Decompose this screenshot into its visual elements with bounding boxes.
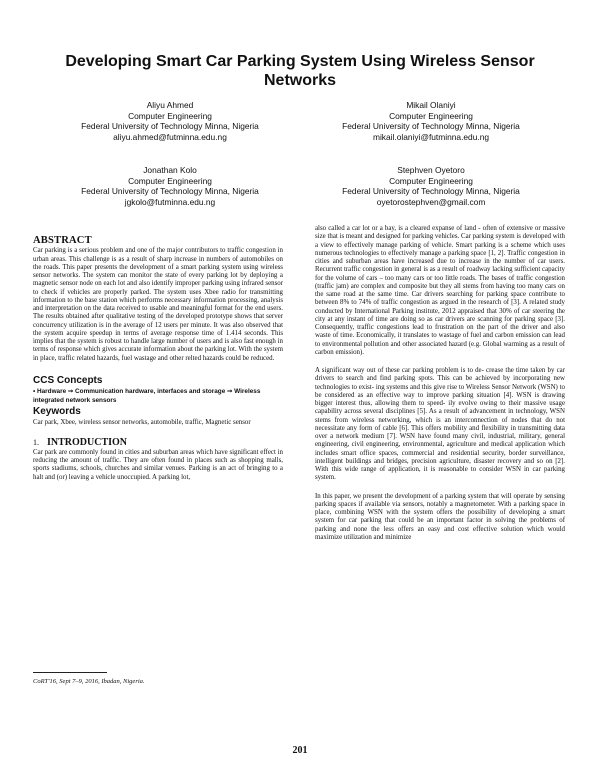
- left-column: [33, 237, 283, 482]
- author-block: [301, 100, 561, 142]
- author-name: Stephven Oyetoro: [397, 165, 465, 175]
- author-institution: Federal University of Technology Minna, Nigeria: [81, 121, 259, 132]
- author-block: [301, 165, 561, 207]
- author-name: Aliyu Ahmed: [146, 100, 194, 110]
- author-dept: Computer Engineering: [128, 110, 212, 121]
- author-email: mikail.olaniyi@futminna.edu.ng: [372, 131, 490, 142]
- author-institution: Federal University of Technology Minna, Nigeria: [342, 186, 520, 197]
- body-paragraph: also called a car lot or a bay, is a cleared expanse of land - often of extensive or massive size that is meant and designed for parking vehicles. Car parking system is developed with a view to effectively manage parking of vehicle. Smart parking is a scheme which uses numerous technologies to effectively manage a parking space [1, 2]. Traffic congestion in cities and suburban areas have increased due to increase in the number of car users. Recurrent traffic congestion in general is as a result of roadway lacking sufficient capacity for the volume of cars – too many cars or too little roads. The bases of traffic congestion (traffic jam) are complex and composite but they all stems from having too many cars on the same road at the same time. Car drivers searching for parking space contribute to between 8% to 74% of traffic congestion as argued in the research of [3]. A related study conducted by International Parking institute, 2012 appraised that 30% of car steering the city at any instant of time are doing so as car drivers are scanning for parking space [3]. Consequently, traffic congestions lead to frustration on the part of the driver and also waste of time. Economically, it translates to wastage of fuel and carbon emission can lead to environmental pollution and other associated hazard (e.g. Global warming as a result of carbon emission).: [315, 225, 565, 356]
- author-institution: Federal University of Technology Minna, Nigeria: [342, 121, 520, 132]
- footnote-rule: [33, 672, 107, 673]
- body-paragraph: In this paper, we present the development of a parking system that will operate by sensing parking spaces if available via sensors, notably a magnetometer. With a parking space in place, combining WSN with the system offers the possibility of developing a smart system for car parking that could be an important factor in solving the problems of parking and none the less offers an easy and cost effective solution which would maximize utilization and minimize: [315, 492, 565, 541]
- ccs-heading: CCS Concepts: [33, 374, 103, 386]
- author-block: [40, 100, 300, 142]
- body-paragraph: A significant way out of these car parking problem is to de- crease the time taken by car drivers to search and find parking spots. This can be achieved by incorporating new technologies to exist- ing systems and this give rise to Wireless Sensor Network (WSN) to be considered as an effective way to improve parking situation [4]. WSN is drawing bigger interest thus, allowing them to speed- ily evolve owing to their massive usage capability across several disciplines [5]. As a result of advancement in technology, WSN stems from wireless networking, which is an interconnection of nodes that do not necessitate any form of cable [6]. This offers mobility and flexibility in transmitting data over a network medium [7]. WSN have found many civil, industrial, military, general engineering, civil engineering, environmental, agriculture and medical application which includes smart office spaces, commercial and residential security, border surveillance, intelligent buildings and bridges, precision agriculture, disaster recovery and so on [2]. With this wide range of application, it is reasonable to consider WSN in car parking system.: [315, 367, 565, 482]
- abstract-text: Car parking is a serious problem and one of the major contributors to traffic congestion in urban areas. This challenge is as a result of sharp increase in numbers of automobiles on the roads. This paper presents the development of a smart parking system using wireless sensor networks. The system can monitor the state of every parking lot by deploying a magnetic sensor node on each lot and also identify improper parking using infrared sensor to check if vehicles are properly parked. The system uses Xbee radio for transmitting information to the base station which performs necessary information processing, analysis and interpretation on the data received to usable and meaningful format for the end users. The results obtained after qualitative testing of the developed prototype shows that server concurrency utilization is in the average of 12 users per minute. It was also observed that the system acquire speedup in terms of average response time of 1.414 seconds. This implies that the system is robust to handle large number of users and is also fast enough in terms of response which gives accurate information about the parking lot. With the system in place, traffic related hazards, fuel wastage and other relted hazards could be reduced.: [33, 247, 283, 362]
- ccs-item: • Hardware ➞ Communication hardware, interfaces and storage ➞ Wireless integrated network sensors: [33, 388, 261, 404]
- author-email: jgkolo@futminna.edu.ng: [124, 196, 216, 207]
- author-institution: Federal University of Technology Minna, Nigeria: [81, 186, 259, 197]
- author-dept: Computer Engineering: [389, 175, 473, 186]
- author-name: Jonathan Kolo: [143, 165, 197, 175]
- footnote: CoRT'16, Sept 7–9, 2016, Ibadan, Nigeria.: [33, 678, 145, 685]
- keywords-heading: Keywords: [33, 406, 81, 417]
- author-block: [40, 165, 300, 207]
- author-email: oyetorostephven@gmail.com: [376, 196, 486, 207]
- keywords-text: Car park, Xbee, wireless sensor networks, automobile, traffic, Magnetic sensor: [33, 419, 251, 427]
- section-number: 1.: [33, 437, 39, 447]
- author-email: aliyu.ahmed@futminna.edu.ng: [113, 131, 227, 142]
- page-number: 201: [292, 745, 308, 756]
- right-column: [315, 225, 565, 542]
- section-title: INTRODUCTION: [47, 436, 128, 448]
- author-dept: Computer Engineering: [128, 175, 212, 186]
- intro-heading: [33, 436, 283, 448]
- author-dept: Computer Engineering: [389, 110, 473, 121]
- abstract-heading: ABSTRACT: [33, 235, 92, 246]
- paper-title: Developing Smart Car Parking System Using Wireless Sensor Networks: [65, 53, 535, 89]
- author-name: Mikail Olaniyi: [406, 100, 456, 110]
- intro-paragraph: Car park are commonly found in cities and suburban areas which have significant effect in reducing the amount of traffic. They are often found in places such as shopping malls, sports stadiums, schools, churches and similar venues. Parking is an act of bringing to a halt and (or) leaving a vehicle unoccupied. A parking lot,: [33, 448, 283, 481]
